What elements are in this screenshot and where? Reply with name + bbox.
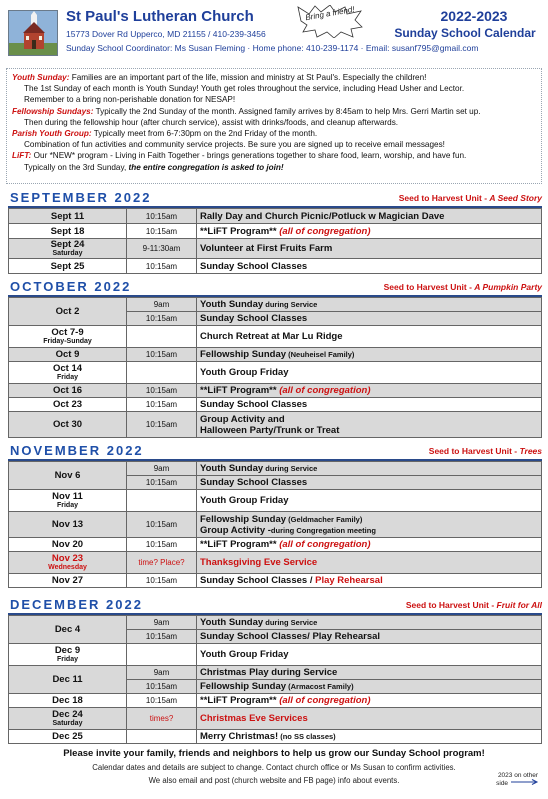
table-row: Dec 25 Merry Christmas! (no SS classes)	[9, 730, 542, 744]
page-footer	[0, 748, 548, 785]
youth-sunday-label: Youth Sunday:	[12, 73, 70, 82]
table-row: Sept 24 Saturday 9-11:30am Volunteer at First Fruits Farm	[9, 239, 542, 259]
table-row: Dec 24 Saturday times? Christmas Eve Services	[9, 708, 542, 730]
other-side-note: 2023 on other side	[496, 772, 539, 787]
table-row: Sept 11 10:15am Rally Day and Church Picnic/Potluck w Magician Dave	[9, 209, 542, 224]
month-september	[8, 190, 542, 274]
december-table	[8, 615, 542, 744]
table-row: Nov 27 10:15am Sunday School Classes / Play Rehearsal	[9, 574, 542, 588]
table-row: Oct 7-9 Friday-Sunday Church Retreat at Mar Lu Ridge	[9, 326, 542, 348]
parish-youth-line2: Combination of fun activities and community service projects. Be sure you are signed up to receive email messages!	[24, 140, 445, 150]
email-post-text: We also email and post (church website and FB page) info about events.	[148, 776, 400, 785]
lift-text: Our *NEW* program - Living in Faith Together - brings generations together to share food, learn, worship, and have fun.	[31, 151, 467, 161]
lift-label: LiFT:	[12, 151, 32, 161]
table-row: Dec 4 9am Youth Sunday during Service	[9, 616, 542, 630]
month-november	[8, 443, 542, 588]
table-row: Dec 11 9am Christmas Play during Service	[9, 666, 542, 680]
month-title: NOVEMBER 2022	[10, 443, 144, 458]
parish-youth-label: Parish Youth Group:	[12, 129, 92, 139]
calendar-year: 2022-2023	[440, 8, 508, 24]
october-table	[8, 297, 542, 438]
month-header	[8, 443, 542, 461]
month-title: OCTOBER 2022	[10, 279, 132, 294]
september-table	[8, 208, 542, 274]
month-header	[8, 190, 542, 208]
table-row: Nov 20 10:15am **LiFT Program** (all of congregation)	[9, 538, 542, 552]
month-title: DECEMBER 2022	[10, 597, 143, 612]
month-header	[8, 597, 542, 615]
table-row: 10:15am Sunday School Classes/ Play Rehearsal	[9, 630, 542, 644]
table-row: Oct 14 Friday Youth Group Friday	[9, 362, 542, 384]
fellowship-text: Typically the 2nd Sunday of the month. Assigned family arrives by 8:45am to help Mrs. Gerri Martin set up.	[93, 106, 481, 116]
table-row: Nov 11 Friday Youth Group Friday	[9, 490, 542, 512]
table-row: 10:15am Fellowship Sunday (Armacost Family)	[9, 680, 542, 694]
fellowship-line2: Then during the fellowship hour (after church service), assist with drinks/foods, and cleanup afterwards.	[24, 117, 399, 127]
table-row: Nov 23 Wednesday time? Place? Thanksgiving Eve Service	[9, 552, 542, 574]
table-row: Oct 16 10:15am **LiFT Program** (all of congregation)	[9, 384, 542, 398]
table-row: Dec 18 10:15am **LiFT Program** (all of congregation)	[9, 694, 542, 708]
table-row: 10:15am Sunday School Classes	[9, 476, 542, 490]
table-row: 10:15am Sunday School Classes	[9, 312, 542, 326]
lift-emphasis: the entire congregation is asked to join!	[128, 162, 284, 172]
intro-box	[6, 68, 542, 184]
coordinator-info: Sunday School Coordinator: Ms Susan Fleming · Home phone: 410-239-1174 · Email: susanf795@gmail.com	[66, 43, 479, 53]
youth-sunday-text: Families are an important part of the life, mission and ministry at St Paul's. Especially the children!	[69, 73, 427, 82]
church-name: St Paul's Lutheran Church	[66, 8, 254, 25]
calendar-subtitle: Sunday School Calendar	[394, 26, 536, 40]
table-row: Oct 2 9am Youth Sunday during Service	[9, 298, 542, 312]
table-row: Sept 25 10:15am Sunday School Classes	[9, 259, 542, 274]
lift-line2: Typically on the 3rd Sunday,	[24, 162, 129, 172]
youth-sunday-line3: Remember to a bring non-perishable donation for NESAP!	[24, 95, 236, 105]
november-table	[8, 461, 542, 588]
unit-title: Seed to Harvest Unit - A Seed Story	[398, 193, 542, 203]
arrow-right-icon	[510, 779, 540, 785]
invite-text: Please invite your family, friends and neighbors to help us grow our Sunday School program!	[63, 748, 485, 759]
bubble-text: Bring a friend!	[304, 4, 356, 23]
table-row: Oct 9 10:15am Fellowship Sunday (Neuheisel Family)	[9, 348, 542, 362]
month-october	[8, 279, 542, 438]
unit-title: Seed to Harvest Unit - A Pumpkin Party	[383, 282, 542, 292]
parish-youth-text: Typically meet from 6-7:30pm on the 2nd Friday of the month.	[91, 129, 318, 139]
unit-title: Seed to Harvest Unit - Fruit for All	[405, 600, 542, 610]
table-row: Nov 13 10:15am Fellowship Sunday (Geldmacher Family) Group Activity -during Congregation meeting	[9, 512, 542, 538]
church-photo	[8, 10, 58, 56]
month-title: SEPTEMBER 2022	[10, 190, 152, 205]
table-row: Nov 6 9am Youth Sunday during Service	[9, 462, 542, 476]
church-address: 15773 Dover Rd Upperco, MD 21155 / 410-239-3456	[66, 29, 266, 39]
table-row: Dec 9 Friday Youth Group Friday	[9, 644, 542, 666]
table-row: Oct 23 10:15am Sunday School Classes	[9, 398, 542, 412]
table-row: Oct 30 10:15am Group Activity and Halloween Party/Trunk or Treat	[9, 412, 542, 438]
youth-sunday-line2: The 1st Sunday of each month is Youth Sunday! Youth get roles throughout the service, including Head Usher and Lector.	[24, 84, 465, 94]
month-december	[8, 597, 542, 744]
disclaimer-text: Calendar dates and details are subject to change. Contact church office or Ms Susan to confirm activities.	[92, 763, 456, 772]
month-header	[8, 279, 542, 297]
unit-title: Seed to Harvest Unit - Trees	[428, 446, 542, 456]
page-header	[0, 0, 548, 64]
fellowship-label: Fellowship Sundays:	[12, 106, 94, 116]
table-row: Sept 18 10:15am **LiFT Program** (all of congregation)	[9, 224, 542, 239]
